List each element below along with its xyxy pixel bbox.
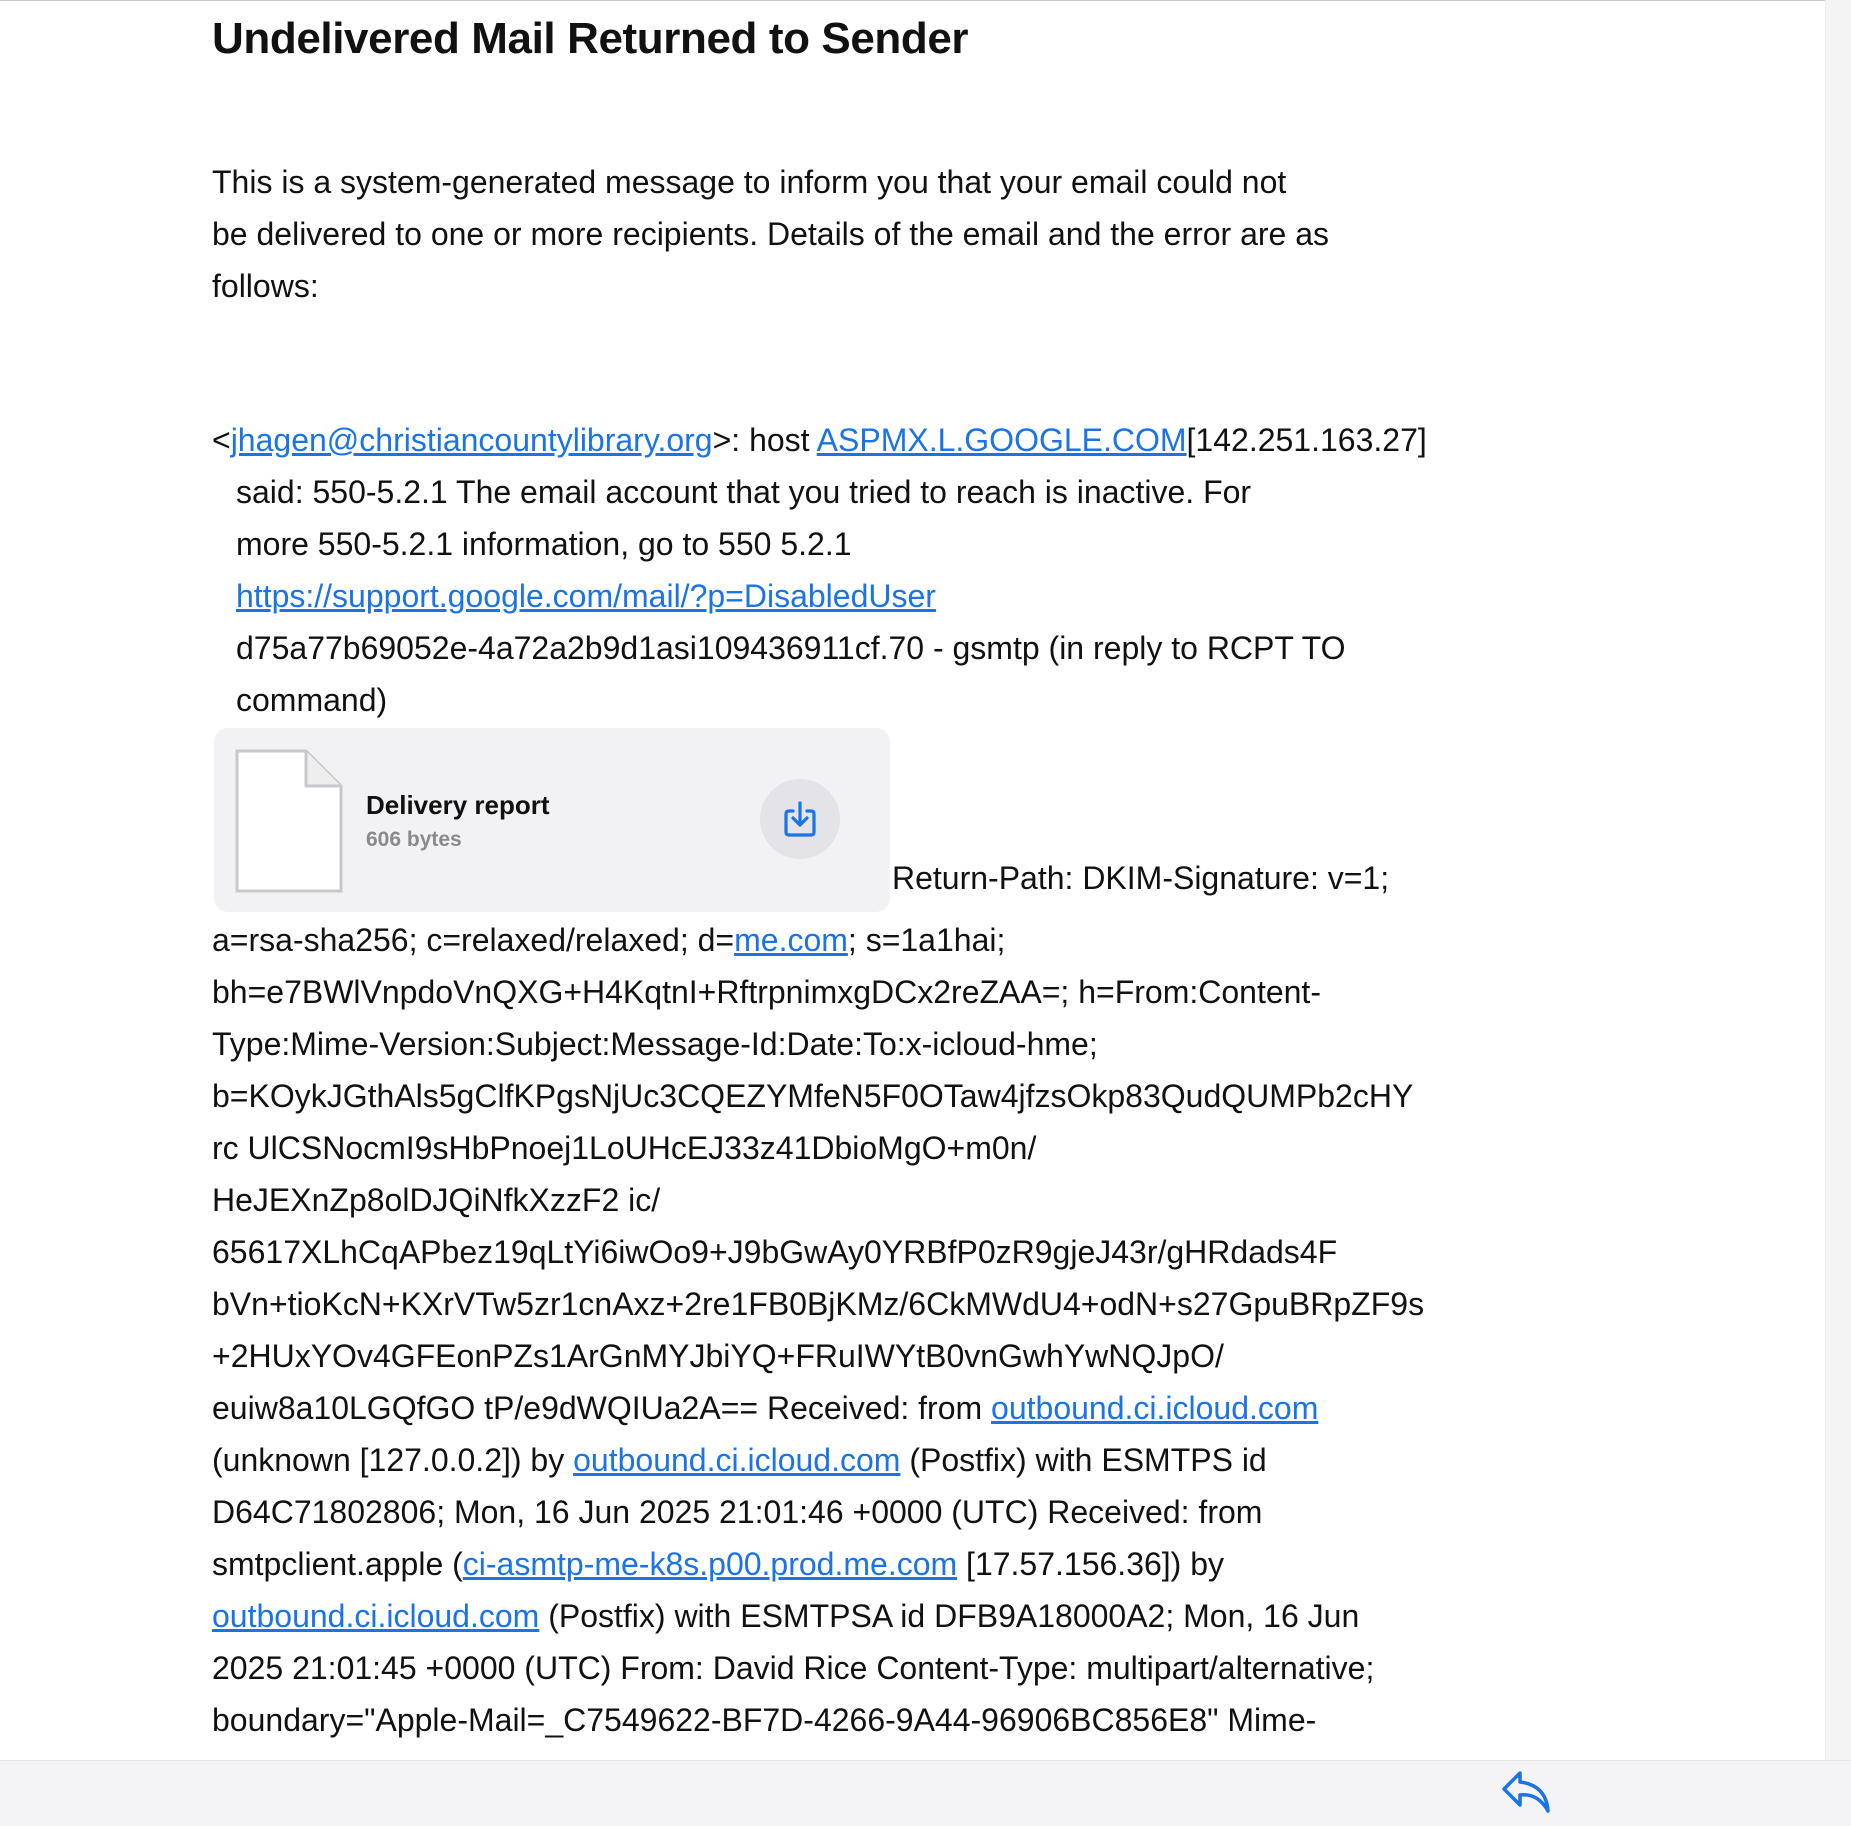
attachment-size: 606 bytes bbox=[366, 828, 462, 851]
header-line: bVn+tioKcN+KXrVTw5zr1cnAxz+2re1FB0BjKMz/6CkMWdU4+odN+s27GpuBRpZF9s bbox=[212, 1286, 1425, 1322]
error-support-line bbox=[236, 570, 936, 622]
intro-line: This is a system-generated message to inform you that your email could not bbox=[212, 164, 1287, 200]
header-line: (unknown [127.0.0.2]) by outbound.ci.icloud.com (Postfix) with ESMTPS id bbox=[212, 1442, 1267, 1478]
window-top-border bbox=[0, 0, 1851, 1]
header-line: 65617XLhCqAPbez19qLtYi6iwOo9+J9bGwAy0YRBfP0zR9gjeJ43r/gHRdads4F bbox=[212, 1234, 1338, 1270]
download-icon bbox=[782, 799, 818, 839]
download-button[interactable] bbox=[760, 779, 840, 859]
host-link[interactable]: ASPMX.L.GOOGLE.COM bbox=[816, 422, 1187, 458]
bottom-toolbar bbox=[0, 1760, 1851, 1826]
outbound-link[interactable]: outbound.ci.icloud.com bbox=[573, 1442, 901, 1478]
domain-link[interactable]: me.com bbox=[734, 922, 848, 958]
support-link[interactable]: https://support.google.com/mail/?p=DisabledUser bbox=[236, 578, 936, 614]
document-icon bbox=[234, 748, 344, 894]
recipient-email-link[interactable]: jhagen@christiancountylibrary.org bbox=[230, 422, 713, 458]
header-line: b=KOykJGthAls5gClfKPgsNjUc3CQEZYMfeN5F0OTaw4jfzsOkp83QudQUMPb2cHY bbox=[212, 1078, 1414, 1114]
header-line: HeJEXnZp8olDJQiNfkXzzF2 ic/ bbox=[212, 1182, 661, 1218]
error-command-line: command) bbox=[236, 682, 388, 718]
scrollbar-track[interactable] bbox=[1825, 0, 1851, 1760]
header-line: euiw8a10LGQfGO tP/e9dWQIUa2A== Received: from outbound.ci.icloud.com bbox=[212, 1390, 1319, 1426]
error-more-line: more 550-5.2.1 information, go to 550 5.2.1 bbox=[236, 526, 852, 562]
header-line: 2025 21:01:45 +0000 (UTC) From: David Rice Content-Type: multipart/alternative; bbox=[212, 1650, 1375, 1686]
header-line: rc UlCSNocmI9sHbPnoej1LoUHcEJ33z41DbioMgO+m0n/ bbox=[212, 1130, 1037, 1166]
attachment-card[interactable] bbox=[214, 728, 890, 912]
error-id-line: d75a77b69052e-4a72a2b9d1asi109436911cf.70 - gsmtp (in reply to RCPT TO bbox=[236, 630, 1346, 666]
error-recipient-line: <jhagen@christiancountylibrary.org>: host ASPMX.L.GOOGLE.COM[142.251.163.27] bbox=[212, 422, 1427, 458]
header-line: Type:Mime-Version:Subject:Message-Id:Date:To:x-icloud-hme; bbox=[212, 1026, 1098, 1062]
header-line: a=rsa-sha256; c=relaxed/relaxed; d=me.com; s=1a1hai; bbox=[212, 922, 1006, 958]
outbound-link[interactable]: outbound.ci.icloud.com bbox=[212, 1598, 540, 1634]
error-said-line: said: 550-5.2.1 The email account that you tried to reach is inactive. For bbox=[236, 474, 1252, 510]
header-line: outbound.ci.icloud.com (Postfix) with ESMTPSA id DFB9A18000A2; Mon, 16 Jun bbox=[212, 1598, 1360, 1634]
header-line: +2HUxYOv4GFEonPZs1ArGnMYJbiYQ+FRuIWYtB0vnGwhYwNQJpO/ bbox=[212, 1338, 1224, 1374]
header-line: bh=e7BWlVnpdoVnQXG+H4KqtnI+RftrpnimxgDCx2reZAA=; h=From:Content- bbox=[212, 974, 1321, 1010]
header-line: boundary="Apple-Mail=_C7549622-BF7D-4266-9A44-96906BC856E8" Mime- bbox=[212, 1702, 1317, 1738]
outbound-link[interactable]: outbound.ci.icloud.com bbox=[991, 1390, 1319, 1426]
intro-line: follows: bbox=[212, 268, 319, 304]
header-line: smtpclient.apple (ci-asmtp-me-k8s.p00.prod.me.com [17.57.156.36]) by bbox=[212, 1546, 1225, 1582]
intro-paragraph bbox=[212, 156, 1502, 312]
reply-button[interactable] bbox=[1500, 1767, 1552, 1815]
header-line: D64C71802806; Mon, 16 Jun 2025 21:01:46 +0000 (UTC) Received: from bbox=[212, 1494, 1263, 1530]
attachment-name: Delivery report bbox=[366, 790, 550, 820]
reply-icon bbox=[1500, 1767, 1552, 1815]
smtp-host-link[interactable]: ci-asmtp-me-k8s.p00.prod.me.com bbox=[462, 1546, 958, 1582]
message-subject: Undelivered Mail Returned to Sender bbox=[212, 14, 969, 63]
header-line: Return-Path: DKIM-Signature: v=1; bbox=[892, 860, 1390, 896]
intro-line: be delivered to one or more recipients. Details of the email and the error are as bbox=[212, 216, 1330, 252]
